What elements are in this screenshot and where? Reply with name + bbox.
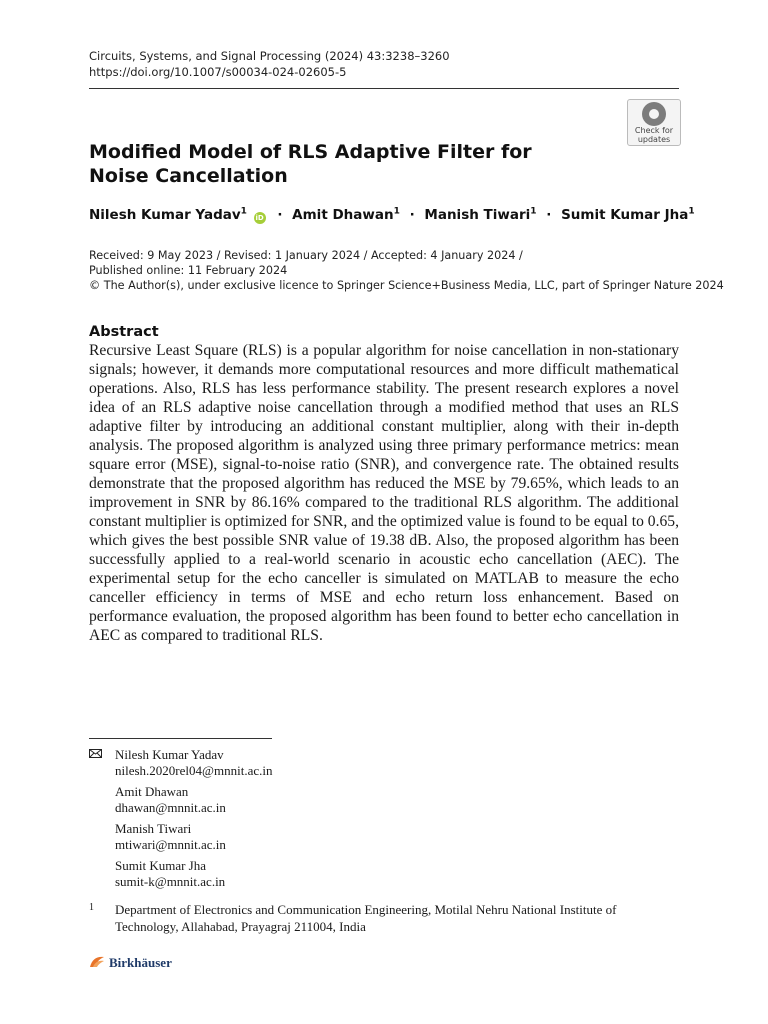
dates-line-2: Published online: 11 February 2024 — [89, 264, 288, 277]
contact-name: Nilesh Kumar Yadav — [115, 747, 224, 762]
author-list — [89, 205, 695, 225]
contact-entry — [89, 784, 272, 816]
publisher-logo — [89, 955, 172, 971]
footnote-rule — [89, 738, 272, 739]
contact-email[interactable]: sumit-k@mnnit.ac.in — [115, 874, 226, 889]
contact-name: Amit Dhawan — [115, 784, 189, 799]
birkhauser-logo-icon — [89, 955, 105, 969]
publisher-name: Birkhäuser — [109, 955, 172, 970]
author-separator: · — [409, 207, 415, 223]
contact-entry — [89, 858, 272, 890]
affiliation-note — [89, 901, 679, 935]
contact-list — [89, 747, 272, 895]
header-rule — [89, 88, 679, 89]
contact-name: Manish Tiwari — [115, 821, 192, 836]
affiliation-number: 1 — [89, 902, 94, 913]
author-name[interactable]: Nilesh Kumar Yadav — [89, 207, 241, 223]
author-separator: · — [546, 207, 552, 223]
author-name[interactable]: Manish Tiwari — [424, 207, 531, 223]
contact-entry — [89, 821, 272, 853]
affiliation-text: Department of Electronics and Communication Engineering, Motilal Nehru National Institute of Technology, Allahabad, Prayagraj 211004, India — [115, 902, 617, 934]
contact-name: Sumit Kumar Jha — [115, 858, 206, 873]
check-for-updates-icon — [642, 102, 666, 126]
publication-history — [89, 248, 724, 293]
affiliation-marker: 1 — [240, 206, 247, 217]
contact-email[interactable]: nilesh.2020rel04@mnnit.ac.in — [115, 763, 273, 778]
journal-citation: Circuits, Systems, and Signal Processing (2024) 43:3238–3260 — [89, 49, 450, 63]
author-separator: · — [277, 207, 283, 223]
envelope-icon — [89, 749, 102, 758]
orcid-icon[interactable]: iD — [255, 214, 264, 222]
doi-link[interactable]: https://doi.org/10.1007/s00034-024-02605-5 — [89, 65, 347, 79]
copyright-line: © The Author(s), under exclusive licence to Springer Science+Business Media, LLC, part of Springer Nature 2024 — [89, 279, 724, 292]
paper-title: Modified Model of RLS Adaptive Filter for Noise Cancellation — [89, 141, 532, 187]
affiliation-marker: 1 — [530, 206, 537, 217]
abstract-heading: Abstract — [89, 324, 159, 340]
contact-email[interactable]: dhawan@mnnit.ac.in — [115, 800, 226, 815]
affiliation-marker: 1 — [393, 206, 400, 217]
contact-entry — [89, 747, 272, 779]
dates-line-1: Received: 9 May 2023 / Revised: 1 January 2024 / Accepted: 4 January 2024 / — [89, 249, 523, 262]
abstract-text: Recursive Least Square (RLS) is a popular algorithm for noise cancellation in non-stationary signals; however, it demands more computational resources and more difficult mathematical operations. Also, RLS has less performance stability. The present research explores a novel idea of an RLS adaptive noise cancellation through a modified method that uses an RLS adaptive filter by introducing an additional constant multiplier, along with their in-depth analysis. The proposed algorithm is analyzed using three primary performance metrics: mean square error (MSE), signal-to-noise ratio (SNR), and convergence rate. The obtained results demonstrate that the proposed algorithm has reduced the MSE by 79.65%, which leads to an improvement in SNR by 86.16% compared to the traditional RLS algorithm. The additional constant multiplier is optimized for SNR, and the optimized value is found to be equal to 0.65, which gives the best possible SNR value of 19.38 dB. Also, the proposed algorithm has been successfully applied to a real-world scenario in acoustic echo cancellation (AEC). The experimental setup for the echo canceller is simulated on MATLAB to measure the echo canceller efficiency in terms of MSE and echo return loss enhancement. Based on performance evaluation, the proposed algorithm has been found to better echo cancellation in AEC as compared to traditional RLS. — [89, 342, 679, 644]
journal-header — [89, 48, 450, 80]
contact-email[interactable]: mtiwari@mnnit.ac.in — [115, 837, 226, 852]
check-for-updates-badge[interactable] — [627, 99, 681, 146]
badge-line-2: updates — [637, 135, 671, 144]
badge-line-1: Check for — [634, 126, 674, 135]
affiliation-marker: 1 — [688, 206, 695, 217]
author-name[interactable]: Sumit Kumar Jha — [561, 207, 689, 223]
author-name[interactable]: Amit Dhawan — [292, 207, 394, 223]
